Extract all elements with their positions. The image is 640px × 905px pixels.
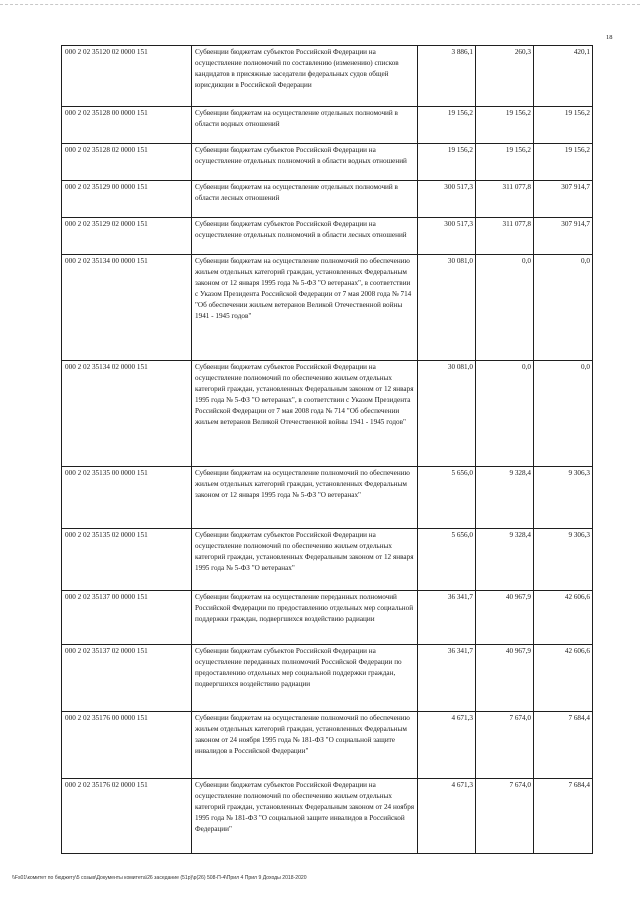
amount-2019-cell: 19 156,2 [476,144,534,181]
description-cell: Субвенции бюджетам субъектов Российской Федерации на осуществление полномочий по обеспечению жильем отдельных категорий граждан, установленных Федеральным законом от 12 января 1995 года № 5-ФЗ "О ветеранах" [192,529,418,591]
amount-2020-cell: 9 306,3 [534,467,593,529]
budget-code-cell: 000 2 02 35137 02 0000 151 [62,645,192,712]
amount-2018-cell: 3 886,1 [418,46,476,107]
budget-code-cell: 000 2 02 35176 02 0000 151 [62,779,192,854]
description-cell: Субвенции бюджетам субъектов Российской Федерации на осуществление отдельных полномочий в области водных отношений [192,144,418,181]
amount-2019-cell: 0,0 [476,361,534,467]
amount-2019-cell: 9 328,4 [476,467,534,529]
description-cell: Субвенции бюджетам на осуществление отдельных полномочий в области водных отношений [192,107,418,144]
amount-2018-cell: 4 671,3 [418,779,476,854]
description-cell: Субвенции бюджетам субъектов Российской Федерации на осуществление полномочий по обеспечению жильем отдельных категорий граждан, установленных Федеральным законом от 12 января 1995 года № 5-ФЗ "О ветеранах", в соответствии с Указом Президента Российской Федерации от 7 мая 2008 года № 714 "Об обеспечении жильем ветеранов Великой Отечественной войны 1941 - 1945 годов" [192,361,418,467]
budget-code-cell: 000 2 02 35134 00 0000 151 [62,255,192,361]
amount-2020-cell: 9 306,3 [534,529,593,591]
description-cell: Субвенции бюджетам на осуществление полномочий по обеспечению жильем отдельных категорий граждан, установленных Федеральным законом от 12 января 1995 года № 5-ФЗ "О ветеранах", в соответствии с Указом Президента Российской Федерации от 7 мая 2008 года № 714 "Об обеспечении жильем ветеранов Великой Отечественной войны 1941 - 1945 годов" [192,255,418,361]
table-row [62,645,593,712]
amount-2020-cell: 307 914,7 [534,218,593,255]
amount-2018-cell: 19 156,2 [418,144,476,181]
amount-2020-cell: 19 156,2 [534,107,593,144]
budget-code-cell: 000 2 02 35135 00 0000 151 [62,467,192,529]
table-row [62,361,593,467]
amount-2019-cell: 7 674,0 [476,779,534,854]
description-cell: Субвенции бюджетам на осуществление полномочий по обеспечению жильем отдельных категорий граждан, установленных Федеральным законом от 12 января 1995 года № 5-ФЗ "О ветеранах" [192,467,418,529]
amount-2020-cell: 307 914,7 [534,181,593,218]
revenue-table [61,45,593,854]
amount-2018-cell: 36 341,7 [418,645,476,712]
budget-code-cell: 000 2 02 35129 00 0000 151 [62,181,192,218]
amount-2019-cell: 311 077,8 [476,181,534,218]
page-number: 18 [606,34,613,41]
table-row [62,779,593,854]
amount-2019-cell: 9 328,4 [476,529,534,591]
table-row [62,591,593,645]
table-row [62,107,593,144]
amount-2020-cell: 0,0 [534,255,593,361]
budget-code-cell: 000 2 02 35129 02 0000 151 [62,218,192,255]
description-cell: Субвенции бюджетам субъектов Российской Федерации на осуществление отдельных полномочий в области лесных отношений [192,218,418,255]
budget-code-cell: 000 2 02 35128 00 0000 151 [62,107,192,144]
amount-2019-cell: 260,3 [476,46,534,107]
amount-2018-cell: 4 671,3 [418,712,476,779]
amount-2020-cell: 42 606,6 [534,645,593,712]
amount-2018-cell: 30 081,0 [418,255,476,361]
table-row [62,712,593,779]
table-row [62,467,593,529]
amount-2019-cell: 7 674,0 [476,712,534,779]
amount-2018-cell: 36 341,7 [418,591,476,645]
amount-2018-cell: 5 656,0 [418,467,476,529]
budget-code-cell: 000 2 02 35135 02 0000 151 [62,529,192,591]
amount-2020-cell: 42 606,6 [534,591,593,645]
table-row [62,218,593,255]
table-row [62,181,593,218]
amount-2020-cell: 0,0 [534,361,593,467]
amount-2019-cell: 40 967,9 [476,645,534,712]
table-row [62,255,593,361]
budget-code-cell: 000 2 02 35128 02 0000 151 [62,144,192,181]
description-cell: Субвенции бюджетам субъектов Российской Федерации на осуществление полномочий по обеспечению жильем отдельных категорий граждан, установленных Федеральным законом от 24 ноября 1995 года № 181-ФЗ "О социальной защите инвалидов в Российской Федерации" [192,779,418,854]
amount-2020-cell: 7 684,4 [534,779,593,854]
scan-top-rule [0,4,640,5]
amount-2019-cell: 0,0 [476,255,534,361]
amount-2018-cell: 30 081,0 [418,361,476,467]
table-row [62,46,593,107]
file-path-footer: \\Fs01\комитет по бюджету\5 созыв\Документы комитета\26 заседание (51р)\р(26) 508-П-4\Прил 4 Прил 9 Доходы 2018-2020 [12,875,307,881]
description-cell: Субвенции бюджетам на осуществление переданных полномочий Российской Федерации по предоставлению отдельных мер социальной поддержки граждан, подвергшихся воздействию радиации [192,591,418,645]
table-row [62,144,593,181]
amount-2020-cell: 7 684,4 [534,712,593,779]
description-cell: Субвенции бюджетам на осуществление отдельных полномочий в области лесных отношений [192,181,418,218]
description-cell: Субвенции бюджетам субъектов Российской Федерации на осуществление переданных полномочий Российской Федерации по предоставлению отдельных мер социальной поддержки граждан, подвергшихся воздействию радиации [192,645,418,712]
description-cell: Субвенции бюджетам на осуществление полномочий по обеспечению жильем отдельных категорий граждан, установленных Федеральным законом от 24 ноября 1995 года № 181-ФЗ "О социальной защите инвалидов в Российской Федерации" [192,712,418,779]
budget-code-cell: 000 2 02 35176 00 0000 151 [62,712,192,779]
amount-2018-cell: 19 156,2 [418,107,476,144]
description-cell: Субвенции бюджетам субъектов Российской Федерации на осуществление полномочий по составлению (изменению) списков кандидатов в присяжные заседатели федеральных судов общей юрисдикции в Российской Федерации [192,46,418,107]
amount-2020-cell: 420,1 [534,46,593,107]
budget-code-cell: 000 2 02 35120 02 0000 151 [62,46,192,107]
table-row [62,529,593,591]
amount-2018-cell: 300 517,3 [418,218,476,255]
budget-code-cell: 000 2 02 35137 00 0000 151 [62,591,192,645]
amount-2019-cell: 19 156,2 [476,107,534,144]
amount-2019-cell: 311 077,8 [476,218,534,255]
amount-2018-cell: 300 517,3 [418,181,476,218]
budget-code-cell: 000 2 02 35134 02 0000 151 [62,361,192,467]
amount-2020-cell: 19 156,2 [534,144,593,181]
amount-2018-cell: 5 656,0 [418,529,476,591]
amount-2019-cell: 40 967,9 [476,591,534,645]
